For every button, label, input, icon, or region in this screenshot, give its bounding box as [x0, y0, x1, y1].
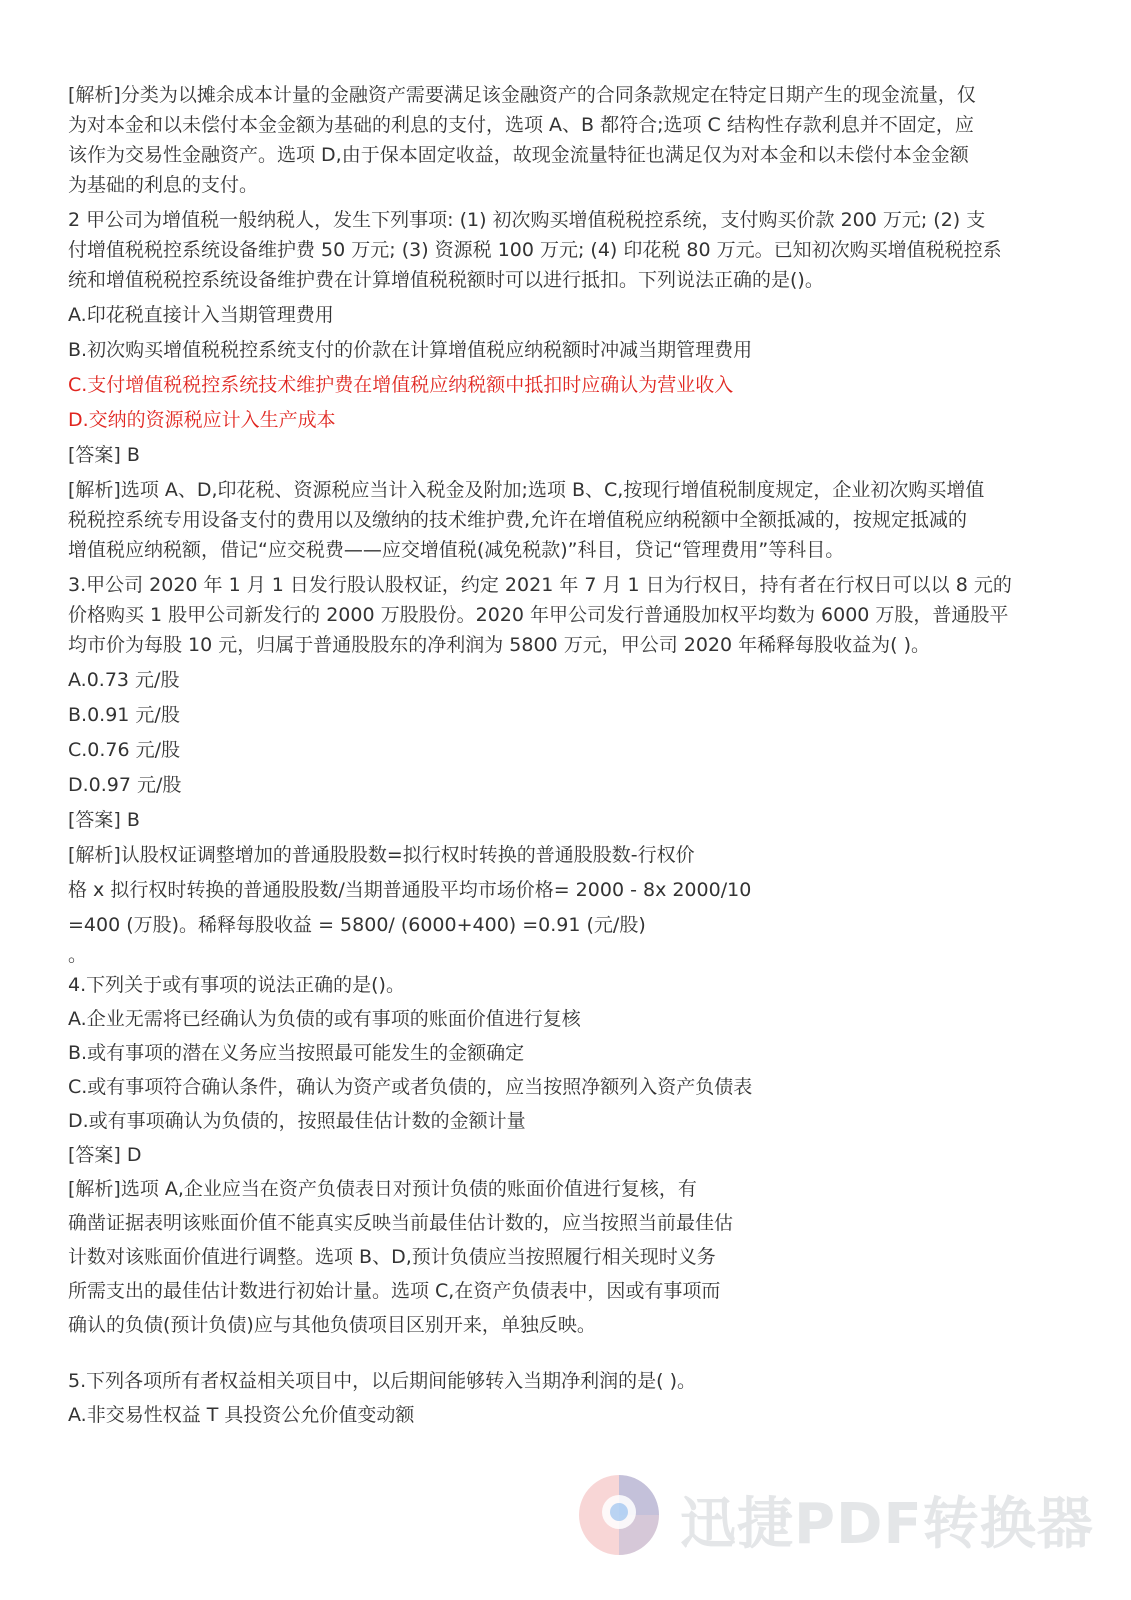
analysis-line: 格 x 拟行权时转换的普通股股数/当期普通股平均市场价格= 2000 - 8x 2000/10	[68, 879, 752, 901]
option-a: A.0.73 元/股	[68, 669, 180, 691]
question-5-line: 5.下列各项所有者权益相关项目中，以后期间能够转入当期净利润的是( )。	[68, 1370, 696, 1392]
analysis-line: [解析]选项 A,企业应当在资产负债表日对预计负债的账面价值进行复核，有	[68, 1178, 697, 1200]
document-page	[68, 80, 1048, 1430]
answer-line: [答案] B	[68, 809, 140, 831]
answer-line: [答案] D	[68, 1144, 142, 1166]
analysis-line: 增值税应纳税额，借记“应交税费——应交增值税(减免税款)”科目，贷记“管理费用”等科目。	[68, 539, 845, 561]
question-3-line: 均市价为每股 10 元，归属于普通股股东的净利润为 5800 万元，甲公司 2020 年稀释每股收益为( )。	[68, 634, 930, 656]
question-2-line: 付增值税税控系统设备维护费 50 万元; (3) 资源税 100 万元; (4) 印花税 80 万元。已知初次购买增值税税控系	[68, 239, 1002, 261]
analysis-line: 所需支出的最佳估计数进行初始计量。选项 C,在资产负债表中，因或有事项而	[68, 1280, 721, 1302]
analysis-line: =400 (万股)。稀释每股收益 = 5800/ (6000+400) =0.91 (元/股)	[68, 914, 646, 936]
option-d: D.0.97 元/股	[68, 774, 182, 796]
analysis-line: 税税控系统专用设备支付的费用以及缴纳的技术维护费,允许在增值税应纳税额中全额抵减的，按规定抵减的	[68, 509, 968, 531]
question-2-line: 统和增值税税控系统设备维护费在计算增值税税额时可以进行抵扣。下列说法正确的是()。	[68, 269, 824, 291]
option-c: C.0.76 元/股	[68, 739, 181, 761]
spacer	[68, 1340, 1048, 1366]
analysis-line: [解析]认股权证调整增加的普通股股数=拟行权时转换的普通股股数-行权价	[68, 844, 695, 866]
analysis-line: 计数对该账面价值进行调整。选项 B、D,预计负债应当按照履行相关现时义务	[68, 1246, 716, 1268]
text-line: [解析]分类为以摊余成本计量的金融资产需要满足该金融资产的合同条款规定在特定日期产生的现金流量，仅	[68, 84, 976, 106]
analysis-line: 确凿证据表明该账面价值不能真实反映当前最佳估计数的，应当按照当前最佳估	[68, 1212, 734, 1234]
text-line: 为对本金和以未偿付本金金额为基础的利息的支付，选项 A、B 都符合;选项 C 结构性存款利息并不固定，应	[68, 114, 974, 136]
option-a: A.企业无需将已经确认为负债的或有事项的账面价值进行复核	[68, 1008, 581, 1030]
question-4-line: 4.下列关于或有事项的说法正确的是()。	[68, 974, 405, 996]
option-b: B.或有事项的潜在义务应当按照最可能发生的金额确定	[68, 1042, 525, 1064]
watermark	[576, 1468, 1096, 1568]
analysis-line: 确认的负债(预计负债)应与其他负债项目区别开来，单独反映。	[68, 1314, 596, 1336]
option-a: A.非交易性权益 T 具投资公允价值变动额	[68, 1404, 415, 1426]
answer-line: [答案] B	[68, 444, 140, 466]
text-line: 该作为交易性金融资产。选项 D,由于保本固定收益，故现金流量特征也满足仅为对本金和以未偿付本金金额	[68, 144, 969, 166]
analysis-line: 。	[68, 944, 88, 966]
option-c: C.或有事项符合确认条件，确认为资产或者负债的，应当按照净额列入资产负债表	[68, 1076, 753, 1098]
option-c: C.支付增值税税控系统技术维护费在增值税应纳税额中抵扣时应确认为营业收入	[68, 374, 734, 396]
question-3-line: 价格购买 1 股甲公司新发行的 2000 万股股份。2020 年甲公司发行普通股加权平均数为 6000 万股，普通股平	[68, 604, 1009, 626]
option-d: D.或有事项确认为负债的，按照最佳估计数的金额计量	[68, 1110, 526, 1132]
text-line: 为基础的利息的支付。	[68, 174, 259, 196]
option-b: B.初次购买增值税税控系统支付的价款在计算增值税应纳税额时冲减当期管理费用	[68, 339, 753, 361]
xunjie-pdf-logo-icon	[576, 1472, 662, 1558]
analysis-line: [解析]选项 A、D,印花税、资源税应当计入税金及附加;选项 B、C,按现行增值税制度规定，企业初次购买增值	[68, 479, 985, 501]
option-a: A.印花税直接计入当期管理费用	[68, 304, 334, 326]
option-b: B.0.91 元/股	[68, 704, 180, 726]
watermark-text: 迅捷PDF转换器	[680, 1492, 1094, 1557]
option-d: D.交纳的资源税应计入生产成本	[68, 409, 336, 431]
question-3-line: 3.甲公司 2020 年 1 月 1 日发行股认股权证，约定 2021 年 7 月 1 日为行权日，持有者在行权日可以以 8 元的	[68, 574, 1012, 596]
question-2-line: 2 甲公司为增值税一般纳税人，发生下列事项: (1) 初次购买增值税税控系统，支付购买价款 200 万元; (2) 支	[68, 209, 986, 231]
